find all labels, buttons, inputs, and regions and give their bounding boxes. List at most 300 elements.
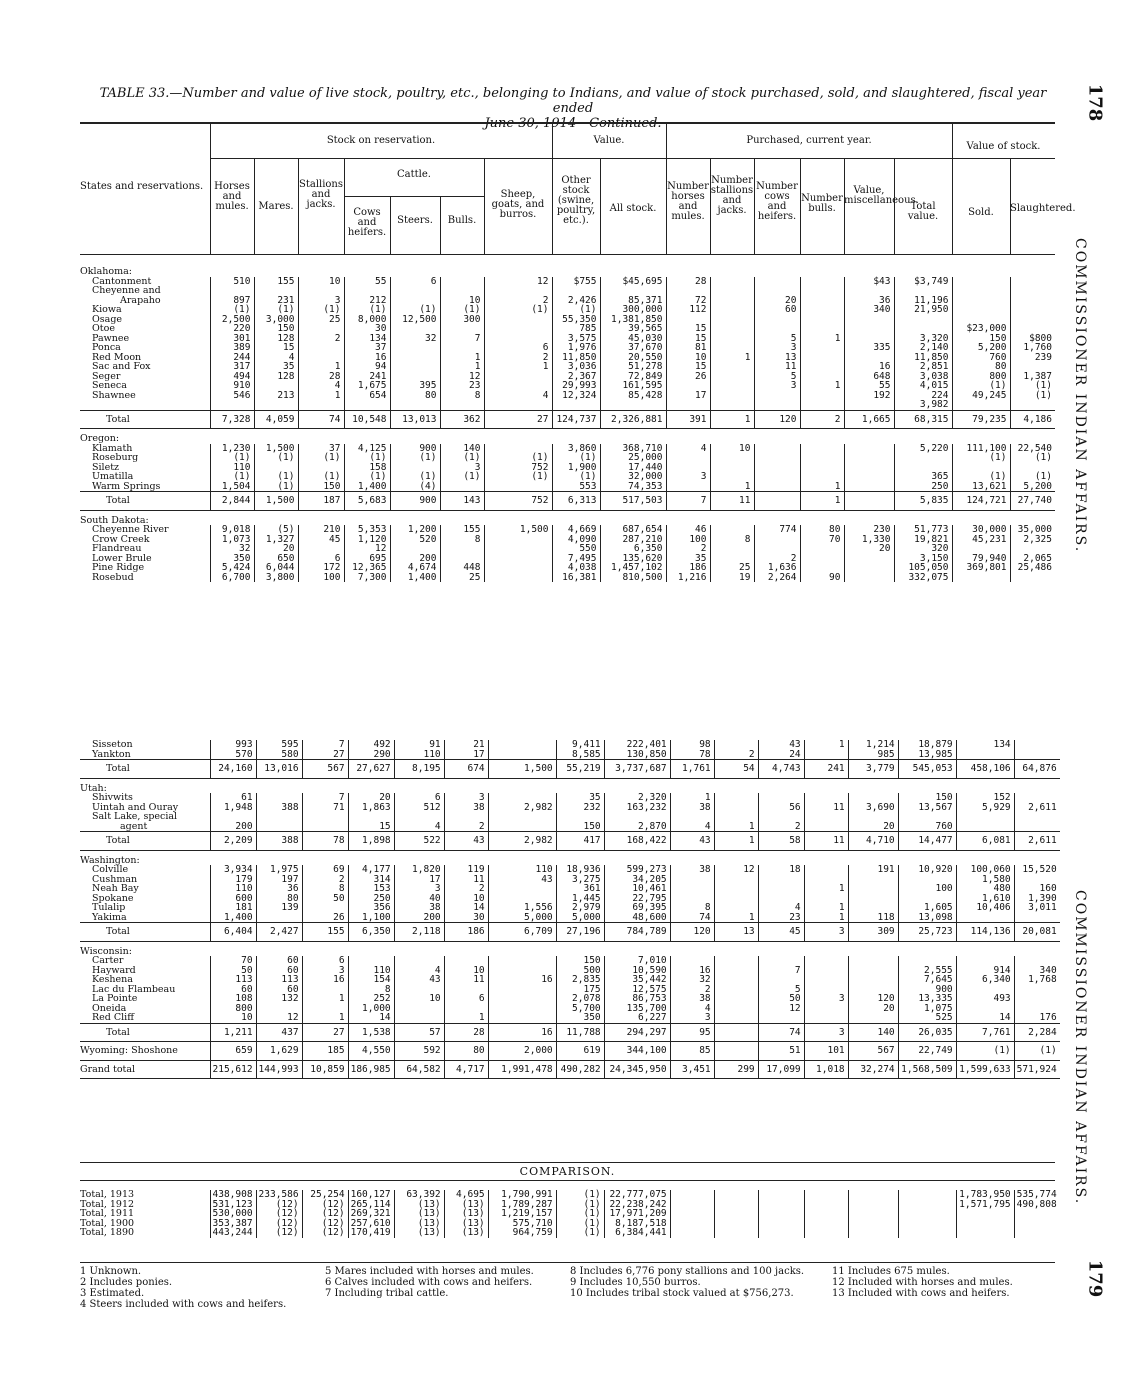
table-cell: (1) [952,472,1010,482]
table-cell: 6,044 [254,563,298,573]
table-cell [758,1200,804,1210]
table-cell: 3,320 [894,334,952,344]
table-cell: $755 [552,277,600,287]
table-cell: (1) [556,1228,604,1238]
table-cell: 8 [710,535,754,545]
row-label: Neah Bay [92,883,139,894]
table-cell: 17,099 [758,1060,804,1079]
table-cell: 18,936 [556,865,604,875]
table-cell: 8,187,518 [604,1219,670,1229]
table-cell: 222,401 [604,740,670,750]
table-cell: 22,795 [604,894,670,904]
table-cell: 45 [758,923,804,942]
table-cell: 5,683 [344,492,390,511]
table-cell: 2,320 [604,793,670,803]
table-cell: 43 [444,832,488,851]
table-cell: 15 [666,334,710,344]
table-cell: (1) [298,472,344,482]
table-cell: 17 [444,750,488,760]
table-cell: (1) [440,305,484,315]
table-cell: (13) [444,1209,488,1219]
table-cell: 100,060 [956,865,1014,875]
table-cell [484,573,552,583]
table-cell [848,975,898,985]
state-row [80,778,1060,793]
table-cell [714,994,758,1004]
table-cell: 12,365 [344,563,390,573]
table-cell: (12) [256,1209,302,1219]
row-label: Umatilla [92,471,134,482]
table-cell: 144,993 [256,1060,302,1079]
table-cell: 3,000 [254,315,298,325]
table-cell: 11 [804,832,848,851]
table-cell: 1 [804,740,848,750]
table-cell [488,1004,556,1014]
table-cell: 160 [1014,884,1060,894]
table-cell: 128 [254,334,298,344]
table-cell: 3,575 [552,334,600,344]
table-cell: 35 [556,793,604,803]
table-cell: 91 [394,740,444,750]
table-cell: 17,440 [600,463,666,473]
table-cell [714,1190,758,1200]
table-cell: 522 [394,832,444,851]
table-body-bottom [80,740,1060,1079]
table-cell: 230 [844,525,894,535]
table-cell: 4,674 [390,563,440,573]
table-cell [952,277,1010,287]
row-label: Total [80,923,210,942]
table-cell [898,1190,956,1200]
table-cell: 525 [898,1013,956,1023]
table-cell [484,334,552,344]
table-cell: 27,740 [1010,492,1055,511]
table-cell: 654 [344,391,390,401]
table-cell [844,463,894,473]
table-cell: 48,600 [604,913,670,923]
table-cell: 5 [754,334,800,344]
header-sheep: Sheep, goats, and burros. [491,189,545,220]
table-cell: 187 [298,492,344,511]
table-cell: 60 [256,966,302,976]
table-cell: 2,264 [754,573,800,583]
table-cell [800,463,844,473]
table-cell: 185 [302,1042,348,1061]
table-cell: 1,900 [552,463,600,473]
table-cell: 7 [302,793,348,803]
table-cell: 191 [848,865,898,875]
table-cell: 39,565 [600,324,666,334]
table-cell: 1 [670,793,714,803]
table-cell: 2,982 [488,832,556,851]
table-cell [710,286,754,296]
table-cell [484,544,552,554]
row-label: Rosebud [92,571,134,583]
table-cell: 11 [754,362,800,372]
table-cell [754,444,800,454]
table-cell: 1,504 [210,482,254,492]
table-cell [390,362,440,372]
table-cell: 1,599,633 [956,1060,1014,1079]
table-cell [758,1219,804,1229]
table-cell [484,315,552,325]
header-value: Value. [593,135,625,146]
table-cell: 914 [956,966,1014,976]
row-label: Lower Brule [92,552,152,564]
table-cell: 760 [898,822,956,832]
table-cell [484,482,552,492]
table-cell: 50 [210,966,256,976]
table-cell [800,391,844,401]
table-cell: 57 [394,1023,444,1042]
table-row [80,956,1060,966]
table-cell: 1 [440,353,484,363]
table-cell: 1,605 [898,903,956,913]
row-label: La Pointe [92,993,138,1004]
table-row [80,803,1060,813]
table-cell: 1,075 [898,1004,956,1014]
table-cell: 6,227 [604,1013,670,1023]
table-cell: 3 [444,793,488,803]
table-cell: 22,777,075 [604,1190,670,1200]
table-cell: 369,801 [952,563,1010,573]
table-cell: 74 [298,410,344,429]
table-cell: 1,120 [344,535,390,545]
row-label: Shawnee [92,389,136,401]
table-cell [484,554,552,564]
table-cell [956,1209,1014,1219]
row-label: Keshena [92,974,133,985]
table-cell: 1 [800,334,844,344]
table-cell: 22,540 [1010,444,1055,454]
table-row [80,994,1060,1004]
table-cell: 2,284 [1014,1023,1060,1042]
table-cell: 11 [444,875,488,885]
table-row [80,894,1060,904]
table-cell: 2,000 [488,1042,556,1061]
table-cell [804,865,848,875]
table-cell: 4,015 [894,381,952,391]
table-cell: 30 [344,324,390,334]
table-cell: 110 [210,463,254,473]
row-label: Arapaho [120,294,161,306]
table-cell: 37 [298,444,344,454]
state-name: Wisconsin: [80,945,132,957]
table-cell: 1,976 [552,343,600,353]
header-purchased: Purchased, current year. [746,135,872,146]
table-cell [844,400,894,410]
table-cell: 80 [256,894,302,904]
table-cell [710,400,754,410]
table-cell: 60 [210,985,256,995]
header-value-of-stock: Value of stock. [966,141,1041,152]
table-cell [344,400,390,410]
table-cell: 570 [210,750,256,760]
table-cell: 3,150 [894,554,952,564]
header-p-horses: Number horses and mules. [667,181,709,222]
table-cell: (1) [344,305,390,315]
table-cell: 55,219 [556,760,604,779]
table-cell: 78 [670,750,714,760]
table-cell: 3 [804,1023,848,1042]
table-cell: 112 [666,305,710,315]
table-cell: 3 [670,1013,714,1023]
table-cell [440,482,484,492]
row-label: Yakima [92,911,127,923]
row-label: Yankton [92,748,131,760]
table-cell: 72,849 [600,372,666,382]
table-cell [488,884,556,894]
table-cell: 74,353 [600,482,666,492]
table-cell [1014,740,1060,750]
table-cell: (1) [556,1200,604,1210]
table-row [80,296,1055,306]
table-cell: 16 [844,362,894,372]
table-cell: 6,350 [600,544,666,554]
table-row [80,985,1060,995]
table-cell: 38 [670,994,714,1004]
table-cell: 12 [714,865,758,875]
table-body-top [80,262,1055,582]
row-label: Uintah and Ouray [92,801,179,813]
table-cell: (1) [1014,1042,1060,1061]
table-cell [898,1209,956,1219]
table-cell: 1,568,509 [898,1060,956,1079]
table-cell: 11 [710,492,754,511]
row-label: Hayward [92,964,136,976]
table-cell: 2,611 [1014,832,1060,851]
table-cell: 4,038 [552,563,600,573]
table-cell: 3 [394,884,444,894]
table-cell [800,362,844,372]
table-cell: 2,851 [894,362,952,372]
table-cell: 1,445 [556,894,604,904]
table-cell [714,1200,758,1210]
table-cell [710,391,754,401]
table-cell: 1,211 [210,1023,256,1042]
table-cell: 1,538 [348,1023,394,1042]
table-cell: 45,231 [952,535,1010,545]
table-cell: 158 [344,463,390,473]
table-cell: 2 [298,334,344,344]
table-cell: 309 [848,923,898,942]
table-cell: 1,073 [210,535,254,545]
table-cell: 3 [804,923,848,942]
table-cell: 388 [256,832,302,851]
table-cell: 252 [348,994,394,1004]
table-cell: 391 [666,410,710,429]
table-cell: (1) [210,305,254,315]
page-number-top: 178 [1084,83,1106,122]
table-row [80,573,1055,583]
table-cell: 21,950 [894,305,952,315]
table-cell: 60 [754,305,800,315]
table-cell: 4 [298,381,344,391]
table-cell [1014,1219,1060,1229]
table-cell: 1,761 [670,760,714,779]
table-cell: 100 [898,884,956,894]
table-cell: 18 [758,865,804,875]
table-cell: 1,665 [844,410,894,429]
table-cell [754,535,800,545]
table-cell [1014,985,1060,995]
table-cell: 3,800 [254,573,298,583]
table-cell: 124,721 [952,492,1010,511]
table-cell [710,277,754,287]
table-cell: 2 [666,544,710,554]
header-p-bulls: Number bulls. [801,193,843,214]
table-row [80,1004,1060,1014]
table-cell: 774 [754,525,800,535]
table-cell: 3 [754,343,800,353]
table-cell: 3,860 [552,444,600,454]
table-cell [714,1013,758,1023]
table-cell [758,1013,804,1023]
table-cell: 4 [670,1004,714,1014]
table-cell: 11,850 [552,353,600,363]
table-cell: 37,670 [600,343,666,353]
row-label: Sac and Fox [92,361,151,372]
table-cell: 1,214 [848,740,898,750]
table-cell [710,453,754,463]
table-cell: 6,340 [956,975,1014,985]
table-cell [844,324,894,334]
table-cell: 2,065 [1010,554,1055,564]
table-cell [804,1013,848,1023]
state-name: South Dakota: [80,514,149,526]
title-line-1: TABLE 33.—Number and value of live stock, poultry, etc., belonging to Indians, and value of stock purchased, sold, and slaughtered, fiscal year ended [99,86,1047,116]
table-cell: 161,595 [600,381,666,391]
table-cell [390,286,440,296]
table-cell [848,884,898,894]
table-cell [804,1200,848,1210]
table-cell: 110 [210,884,256,894]
header-sold: Sold. [968,207,994,218]
row-label: Red Cliff [92,1012,134,1023]
table-cell [1010,296,1055,306]
table-cell: 785 [552,324,600,334]
table-cell: 241 [804,760,848,779]
table-cell: 8 [440,391,484,401]
table-cell: 6 [298,554,344,564]
table-row [80,975,1060,985]
table-cell [440,400,484,410]
table-cell [754,492,800,511]
table-cell: 85 [670,1042,714,1061]
row-label: Total, 1912 [80,1198,135,1210]
table-cell: 8 [302,884,348,894]
table-cell: 36 [844,296,894,306]
table-cell [844,492,894,511]
table-cell: 120 [848,994,898,1004]
table-cell: 480 [956,884,1014,894]
table-cell: 4 [670,822,714,832]
table-cell: 13,985 [898,750,956,760]
table-cell: 290 [348,750,394,760]
table-cell [484,324,552,334]
table-cell: 810,500 [600,573,666,583]
table-cell: 25 [440,573,484,583]
table-cell: 20 [348,793,394,803]
table-cell: 8,195 [394,760,444,779]
table-cell: 4 [484,391,552,401]
table-cell: 150 [254,324,298,334]
table-cell: 22,749 [898,1042,956,1061]
table-cell [952,286,1010,296]
table-cell: 80 [800,525,844,535]
table-cell: 2 [754,554,800,564]
header-stub: States and reservations. [80,181,204,192]
table-cell: 16 [488,975,556,985]
table-cell: 2,118 [394,923,444,942]
table-cell: 340 [844,305,894,315]
table-cell: 1 [714,913,758,923]
table-cell: 64,876 [1014,760,1060,779]
table-cell [714,966,758,976]
table-cell: 113 [210,975,256,985]
table-cell: 571,924 [1014,1060,1060,1079]
table-cell: 1 [714,822,758,832]
table-cell [714,793,758,803]
table-cell: 232 [556,803,604,813]
table-cell [670,884,714,894]
table-cell: (1) [484,305,552,315]
table-cell: 38 [394,903,444,913]
row-label: Cushman [92,873,138,885]
table-cell: 80 [390,391,440,401]
table-cell: 3,982 [894,400,952,410]
table-cell: 12 [758,1004,804,1014]
table-cell: 4,717 [444,1060,488,1079]
table-cell: 362 [440,410,484,429]
table-cell [666,482,710,492]
table-cell: 26 [666,372,710,382]
table-cell: 368,710 [600,444,666,454]
table-cell [754,315,800,325]
table-cell: (13) [394,1209,444,1219]
table-cell: 25,254 [302,1190,348,1200]
table-cell [956,1219,1014,1229]
table-cell: 2,078 [556,994,604,1004]
table-cell [1010,400,1055,410]
table-cell: 1 [302,1013,348,1023]
table-cell: 23 [758,913,804,923]
table-cell: 11 [804,803,848,813]
table-cell: 55 [344,277,390,287]
table-cell: 265,114 [348,1200,394,1210]
table-body-comparison [80,1190,1060,1238]
table-cell: 4,125 [344,444,390,454]
table-cell: 1,000 [348,1004,394,1014]
table-cell: (13) [394,1219,444,1229]
table-cell [844,554,894,564]
table-cell [804,822,848,832]
table-cell: 86,753 [604,994,670,1004]
table-cell: 752 [484,463,552,473]
table-cell: 60 [256,956,302,966]
table-cell: 32 [670,975,714,985]
table-cell: 51,773 [894,525,952,535]
table-cell: 1,400 [344,482,390,492]
table-row [80,482,1055,492]
table-cell [952,573,1010,583]
table-cell: 897 [210,296,254,306]
table-cell: 5,424 [210,563,254,573]
table-cell: 2,367 [552,372,600,382]
table-cell: 19,821 [894,535,952,545]
table-cell [488,956,556,966]
footnote-col-3 [570,1266,804,1299]
